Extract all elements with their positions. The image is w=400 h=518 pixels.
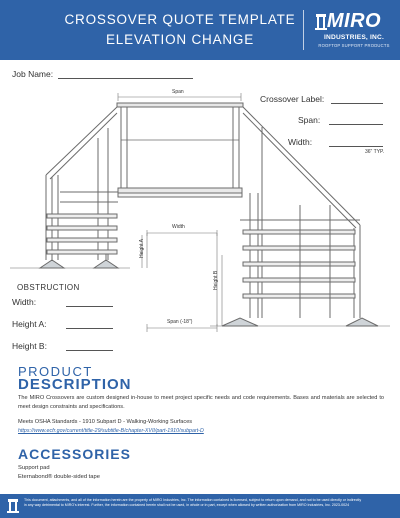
- span-label: Span:: [298, 115, 321, 125]
- miro-logo: [312, 8, 396, 54]
- obstruction-width-label: Width:: [12, 297, 37, 307]
- logo-tagline: ROOFTOP SUPPORT PRODUCTS: [318, 43, 390, 48]
- crossover-elevation-drawing: [0, 80, 400, 340]
- header-banner: [0, 0, 400, 60]
- job-name-field[interactable]: [58, 78, 193, 79]
- height-a-tag: Height A: [139, 239, 145, 258]
- crossover-label-label: Crossover Label:: [260, 94, 325, 104]
- accessories-heading: ACCESSORIES: [18, 446, 131, 462]
- legal-disclaimer: This document, attachments, and all of the information herein are the property of MIRO Industries, Inc. The information contained is licensed, subject to return upon demand, and not to be used directly or indirectly in any way detrimental to MIRO's interest. Further, the information contained herein shall not be used, in whole or in part, except when allowed by written authorization from MIRO Industries, Inc. 2023-0024: [24, 498, 362, 508]
- accessory-item: Support pad: [18, 465, 50, 471]
- height-a-field[interactable]: [66, 328, 113, 329]
- typ-note: 36" TYP.: [365, 149, 385, 155]
- header-divider: [303, 10, 304, 50]
- template-title: CROSSOVER QUOTE TEMPLATE: [64, 12, 296, 27]
- job-name-label: Job Name:: [12, 69, 54, 79]
- template-subtitle: ELEVATION CHANGE: [105, 32, 255, 47]
- height-b-tag: Height B: [213, 270, 219, 290]
- osha-standard-text: Meets OSHA Standards - 1910 Subpart D - Walking-Working Surfaces: [18, 419, 193, 425]
- span-dimension-tag: Span: [172, 89, 184, 95]
- logo-company: INDUSTRIES, INC.: [324, 34, 384, 41]
- accessory-item: Eternabond® double-sided tape: [18, 474, 100, 480]
- width-dimension-tag: Width: [172, 224, 185, 230]
- width-label: Width:: [288, 137, 313, 147]
- span-minus-tag: Span (-18"): [167, 319, 193, 325]
- product-kicker: PRODUCT: [18, 364, 93, 379]
- obstruction-width-field[interactable]: [66, 306, 113, 307]
- description-text: The MIRO Crossovers are custom designed in-house to meet project specific needs and code requirements. Bases and materials are selected to meet design constraints and specifications.: [18, 395, 384, 410]
- legal-footer: [0, 494, 400, 518]
- obstruction-heading: OBSTRUCTION: [17, 283, 80, 292]
- osha-link[interactable]: https://www.ecfr.gov/current/title-29/subtitle-B/chapter-XVII/part-1910/subpart-D: [18, 428, 204, 434]
- pipe-support-icon: [6, 498, 20, 514]
- logo-brand: MIRO: [326, 10, 382, 32]
- height-b-label: Height B:: [12, 341, 47, 351]
- height-a-label: Height A:: [12, 319, 47, 329]
- height-b-field[interactable]: [66, 350, 113, 351]
- description-heading: DESCRIPTION: [18, 376, 132, 393]
